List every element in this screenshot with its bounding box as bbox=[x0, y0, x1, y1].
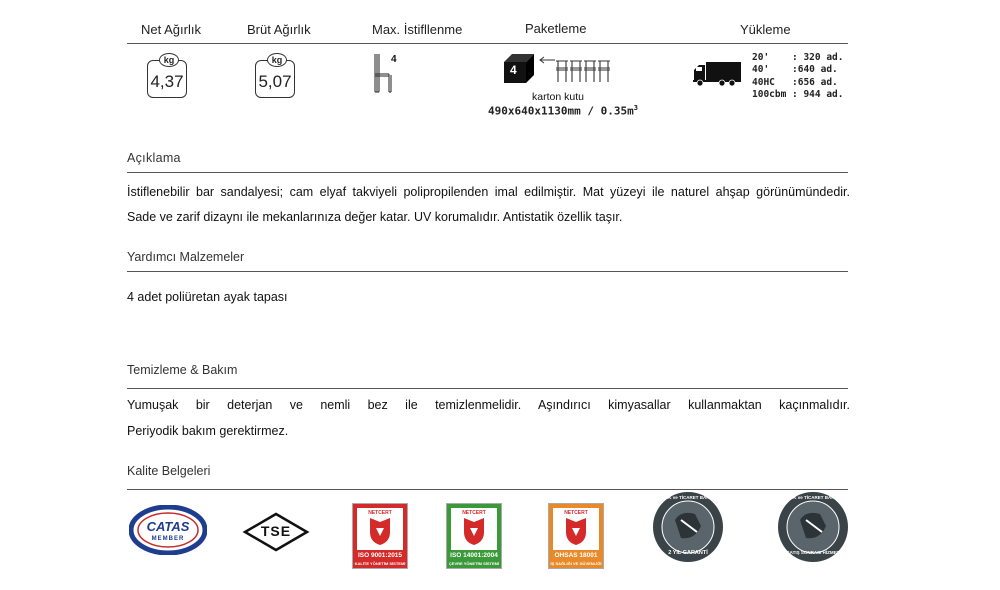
carton-box-icon bbox=[502, 52, 536, 84]
netcert-emblem-icon bbox=[460, 516, 488, 546]
gross-weight-header: Brüt Ağırlık bbox=[247, 22, 311, 37]
kg-icon: kg bbox=[159, 53, 179, 67]
net-weight-box bbox=[147, 55, 187, 98]
iso-14001-badge: NETCERT ISO 14001:2004 ÇEVRE YÖNETİM SİSTEMİ bbox=[446, 503, 502, 569]
care-line-1: Yumuşak bir deterjan ve nemli bez ile temizlenmelidir. Aşındırıcı kimyasallar kullanmaktan kaçınmalıdır. bbox=[127, 398, 850, 412]
loading-row: 20' : 320 ad. bbox=[752, 52, 844, 63]
box-dimensions: $490x640x1130mm / 0.35m^3$ bbox=[488, 104, 638, 118]
description-line-2: Sade ve zarif dizaynı ile mekanlarınıza değer katar. UV korumalıdır. Antistatik özellik taşır. bbox=[127, 210, 623, 224]
box-count: 4 bbox=[510, 63, 517, 77]
description-title: Açıklama bbox=[127, 151, 181, 165]
stacked-chairs-icon bbox=[372, 52, 402, 94]
description-divider bbox=[127, 172, 848, 173]
loading-row: 40HC :656 ad. bbox=[752, 76, 838, 88]
stacking-count: 4 bbox=[391, 54, 397, 65]
tse-logo: TSE bbox=[242, 512, 310, 552]
quality-divider bbox=[127, 489, 848, 490]
net-weight-value: 4,37 bbox=[150, 72, 184, 91]
gross-weight-value: 5,07 bbox=[258, 72, 292, 91]
truck-icon bbox=[692, 61, 742, 87]
header-divider bbox=[127, 43, 848, 44]
after-sales-seal: GÜMRÜK ve TİCARET BAKANLIĞI SATIŞ SONRASI HİZMET bbox=[776, 490, 850, 564]
chairs-row-icon bbox=[555, 58, 613, 83]
quality-title: Kalite Belgeleri bbox=[127, 464, 211, 478]
packaging-header: Paketleme bbox=[525, 21, 587, 36]
ohsas-18001-badge: NETCERT OHSAS 18001 İŞ SAĞLIĞI VE GÜVENLİĞİ bbox=[548, 503, 604, 569]
box-label: karton kutu bbox=[532, 91, 584, 103]
netcert-emblem-icon bbox=[366, 516, 394, 546]
gross-weight-box bbox=[255, 55, 295, 98]
kg-icon: kg bbox=[267, 53, 287, 67]
arrow-left-icon bbox=[538, 56, 556, 64]
description-line-1: İstiflenebilir bar sandalyesi; cam elyaf takviyeli polipropilenden imal edilmiştir. Mat yüzeyi ile naturel ahşap görünümündedir. bbox=[127, 185, 850, 199]
loading-header: Yükleme bbox=[740, 22, 791, 37]
iso-9001-badge: NETCERT ISO 9001:2015 KALİTE YÖNETİM SİSTEMİ bbox=[352, 503, 408, 569]
loading-table bbox=[752, 52, 843, 101]
catas-logo: CATAS MEMBER bbox=[129, 505, 207, 555]
accessories-text: 4 adet poliüretan ayak tapası bbox=[127, 290, 288, 304]
net-weight-header: Net Ağırlık bbox=[141, 22, 201, 37]
stacking-header: Max. İstifllenme bbox=[372, 22, 463, 37]
accessories-divider bbox=[127, 271, 848, 272]
care-line-2: Periyodik bakım gerektirmez. bbox=[127, 424, 289, 438]
loading-row: 40' :640 ad. bbox=[752, 64, 838, 76]
care-title: Temizleme & Bakım bbox=[127, 363, 238, 377]
netcert-emblem-icon bbox=[562, 516, 590, 546]
accessories-title: Yardımcı Malzemeler bbox=[127, 250, 245, 264]
care-divider bbox=[127, 388, 848, 389]
loading-row: 100cbm : 944 ad. bbox=[752, 88, 844, 100]
warranty-seal: GÜMRÜK ve TİCARET BAKANLIĞI 2 YIL GARANTİ bbox=[651, 490, 725, 564]
